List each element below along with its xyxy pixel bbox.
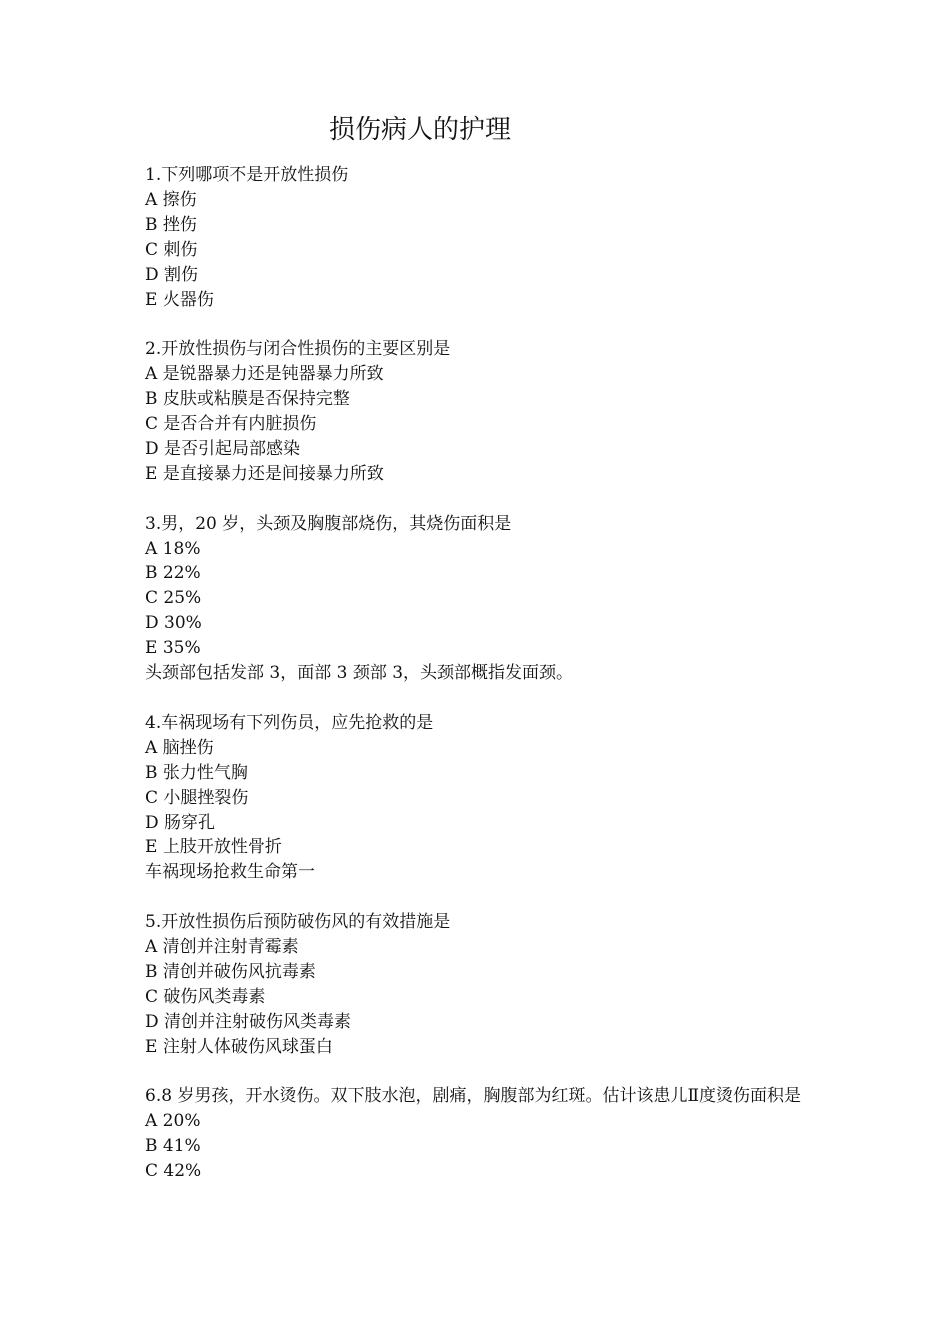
question-block [145, 910, 815, 1059]
answer-option: B 张力性气胸 [145, 762, 248, 783]
answer-option: C 小腿挫裂伤 [145, 787, 249, 808]
question-block [145, 163, 815, 312]
answer-option: C 25% [145, 588, 202, 609]
answer-option: D 清创并注射破伤风类毒素 [145, 1011, 352, 1032]
answer-option: E 火器伤 [145, 289, 214, 310]
answer-option: D 肠穿孔 [145, 812, 216, 833]
question-stem: 2.开放性损伤与闭合性损伤的主要区别是 [145, 339, 451, 360]
document-title: 损伤病人的护理 [328, 115, 511, 145]
answer-option: B 22% [145, 563, 201, 584]
answer-option: C 42% [145, 1161, 202, 1182]
question-block [145, 711, 815, 885]
answer-option: B 挫伤 [145, 214, 197, 235]
question-stem: 3.男，20 岁，头颈及胸腹部烧伤，其烧伤面积是 [145, 513, 512, 534]
answer-option: C 刺伤 [145, 239, 198, 260]
answer-option: A 清创并注射青霉素 [145, 937, 299, 958]
answer-option: A 脑挫伤 [145, 737, 214, 758]
answer-option: B 清创并破伤风抗毒素 [145, 961, 316, 982]
answer-option: A 擦伤 [145, 189, 197, 210]
answer-option: A 18% [145, 538, 201, 559]
answer-option: E 注射人体破伤风球蛋白 [145, 1036, 333, 1057]
answer-option: E 35% [145, 638, 201, 659]
question-note: 头颈部包括发部 3，面部 3 颈部 3，头颈部概指发面颈。 [145, 663, 574, 684]
answer-option: D 是否引起局部感染 [145, 438, 301, 459]
answer-option: C 是否合并有内脏损伤 [145, 414, 317, 435]
question-block [145, 512, 815, 686]
question-stem: 1.下列哪项不是开放性损伤 [145, 165, 349, 185]
question-stem: 6.8 岁男孩，开水烫伤。双下肢水泡，剧痛，胸腹部为红斑。估计该患儿Ⅱ度烫伤面积是 [145, 1086, 801, 1107]
question-block [145, 337, 815, 486]
question-note: 车祸现场抢救生命第一 [145, 862, 315, 883]
answer-option: B 皮肤或粘膜是否保持完整 [145, 389, 350, 410]
answer-option: A 20% [145, 1111, 201, 1132]
answer-option: D 30% [145, 613, 202, 634]
question-stem: 4.车祸现场有下列伤员，应先抢救的是 [145, 712, 434, 733]
answer-option: A 是锐器暴力还是钝器暴力所致 [145, 364, 384, 385]
question-list [145, 163, 815, 1209]
answer-option: E 上肢开放性骨折 [145, 837, 282, 858]
question-block [145, 1084, 815, 1184]
answer-option: B 41% [145, 1136, 201, 1157]
answer-option: D 割伤 [145, 264, 199, 285]
question-stem: 5.开放性损伤后预防破伤风的有效措施是 [145, 912, 451, 933]
answer-option: C 破伤风类毒素 [145, 986, 266, 1007]
answer-option: E 是直接暴力还是间接暴力所致 [145, 463, 384, 484]
